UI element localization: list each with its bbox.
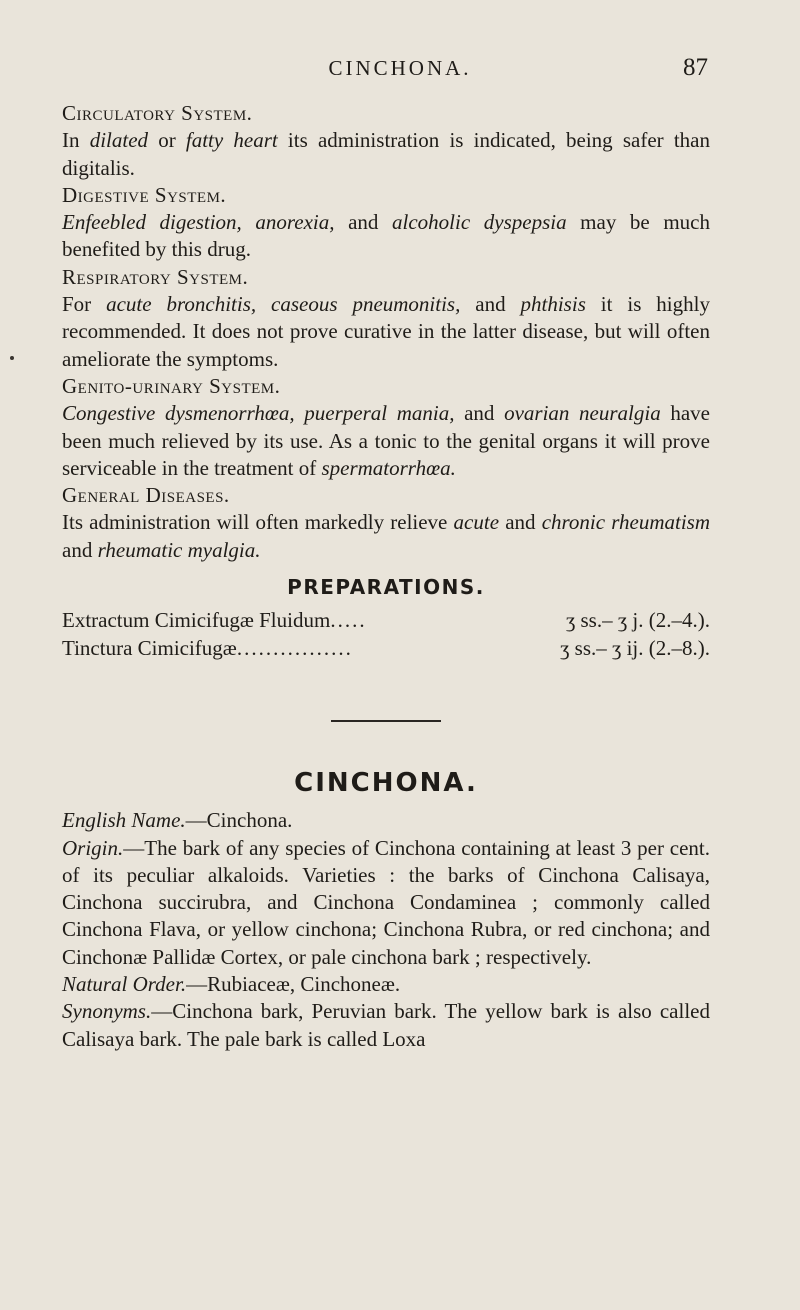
running-head [0, 56, 800, 86]
preparation-dose: ʒ ss.– ʒ j. (2.–4.). [565, 608, 710, 633]
preparations-list [62, 607, 710, 662]
preparation-row [62, 607, 710, 634]
section-divider [331, 720, 441, 722]
text-run: its administration is indicated, being safer than digitalis. [62, 128, 711, 180]
italic-text: Enfeebled digestion, anorexia, [62, 210, 335, 235]
leader-dots: ................ [236, 635, 353, 660]
cinchona-paragraph [62, 807, 710, 834]
text-run: —Rubiaceæ, Cinchoneæ. [186, 972, 401, 997]
italic-text: English Name. [62, 808, 186, 833]
italic-text: acute [453, 510, 500, 535]
section-paragraph [62, 291, 710, 373]
section-paragraph [62, 209, 710, 264]
italic-text: Origin. [62, 835, 124, 860]
text-run: In [62, 128, 90, 153]
cinchona-paragraph [62, 971, 710, 998]
italic-text: phthisis [520, 292, 586, 317]
text-run: and [334, 210, 393, 235]
system-sections [62, 100, 710, 564]
section-paragraph [62, 127, 710, 182]
text-run: or [148, 128, 186, 153]
text-run: Its administration will often markedly relieve [62, 510, 454, 535]
preparation-row [62, 635, 710, 662]
body-text [62, 100, 710, 1053]
text-run: —The bark of any species of Cinchona containing at least 3 per cent. of its peculiar alkaloids. Varieties : the barks of Cinchona Calisaya, Cinchona succirubra, and Cinchona Condaminea ; commonly called Cinchona Flava, or yellow cinchona; Cinchona Rubra, or red cinchona; and Cinchonæ Pallidæ Cortex, or pale cinchona bark ; respectively. [62, 835, 710, 969]
italic-text: rheumatic myalgia. [97, 537, 261, 562]
section-heading: Digestive System. [62, 182, 227, 207]
section-heading: Circulatory System. [62, 101, 253, 125]
section-heading: Genito-urinary System. [62, 373, 281, 398]
section-heading: Respiratory System. [62, 264, 249, 289]
section-paragraph [62, 509, 710, 564]
text-run: —Cinchona bark, Peruvian bark. The yellow bark is also called Calisaya bark. The pale bark is called Loxa [62, 999, 710, 1051]
italic-text: fatty heart [185, 128, 278, 153]
italic-text: Natural Order. [62, 972, 187, 997]
preparation-name: Tinctura Cimicifugæ [62, 635, 237, 660]
italic-text: Synonyms. [62, 999, 152, 1024]
italic-text: Congestive dysmenorrhœa, puerperal mania, [62, 401, 455, 426]
cinchona-heading: CINCHONA. [294, 767, 478, 798]
italic-text: acute bronchitis, caseous pneumonitis, [106, 292, 461, 317]
text-run: may be much benefited by this drug. [62, 210, 711, 262]
cinchona-paragraphs [62, 807, 710, 1053]
italic-text: dilated [89, 128, 149, 153]
text-run: have been much relieved by its use. As a tonic to the genital organs it will prove serviceable in the treatment of [62, 401, 710, 480]
text-run: and [460, 292, 521, 317]
page-number: 87 [683, 54, 708, 81]
preparation-dose: ʒ ss.– ʒ ij. (2.–8.). [560, 635, 710, 660]
text-run: and [454, 401, 505, 426]
text-run: For [62, 292, 107, 317]
text-run: and [62, 537, 98, 562]
section-heading: General Diseases. [62, 483, 230, 508]
italic-text: chronic rheumatism [541, 510, 711, 535]
running-head-title: CINCHONA. [328, 56, 472, 80]
text-run: —Cinchona. [185, 808, 293, 833]
italic-text: spermatorrhœa. [321, 455, 456, 480]
preparation-name: Extractum Cimicifugæ Fluidum [62, 608, 331, 633]
print-speck [10, 356, 14, 360]
italic-text: alcoholic dyspepsia [392, 210, 567, 235]
text-run: it is highly recommended. It does not prove curative in the latter disease, but will often ameliorate the symptoms. [62, 292, 710, 371]
cinchona-paragraph [62, 835, 710, 971]
text-run: and [499, 510, 542, 535]
section-paragraph [62, 400, 710, 482]
cinchona-paragraph [62, 998, 710, 1053]
italic-text: ovarian neuralgia [504, 401, 661, 426]
preparations-heading: PREPARATIONS. [287, 575, 485, 600]
leader-dots: ..... [330, 608, 367, 633]
